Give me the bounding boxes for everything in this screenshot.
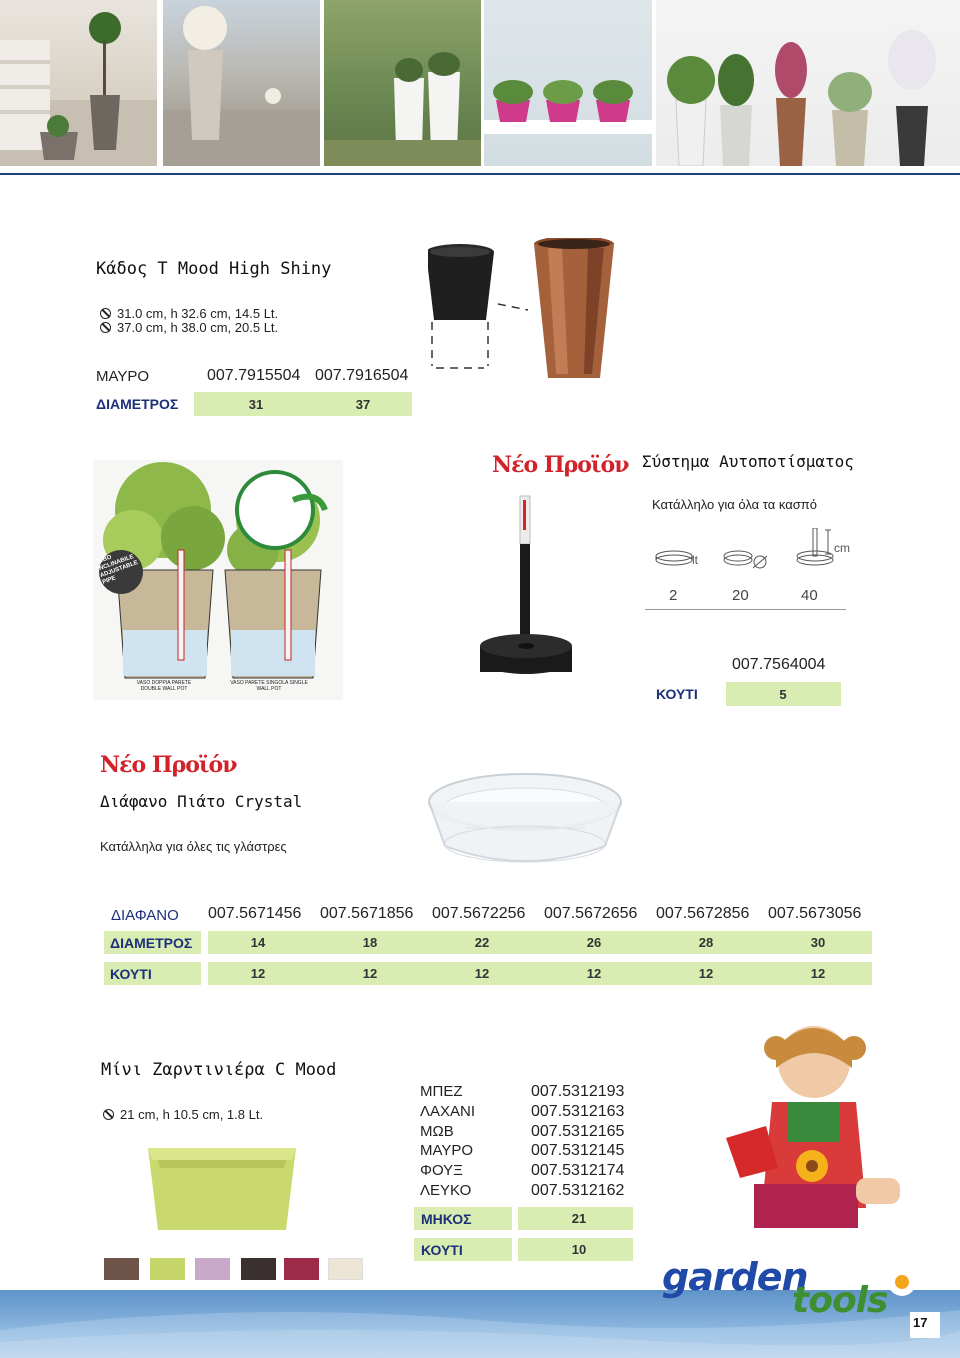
header-photo-living-room — [0, 0, 157, 166]
product4-color-name-2: ΛΑΧΑΝΙ — [420, 1102, 476, 1120]
product4-code-3: 007.5312165 — [531, 1122, 625, 1140]
product4-spec — [103, 1107, 263, 1122]
swatch-6 — [328, 1258, 363, 1280]
product2-diagram-image — [93, 460, 343, 700]
product4-planter-image — [140, 1138, 300, 1238]
diameter-icon — [100, 322, 111, 333]
swatch-4 — [241, 1258, 276, 1280]
product4-color-name-6: ΛΕΥΚΟ — [420, 1181, 472, 1199]
product3-code-4: 007.5672656 — [544, 905, 638, 922]
product4-box-value: 10 — [571, 1242, 587, 1257]
product3-diameter-4: 26 — [586, 935, 602, 950]
product3-box-5: 12 — [698, 966, 714, 981]
product3-subtitle: Κατάλληλα για όλες τις γλάστρες — [100, 839, 287, 854]
product3-box-4: 12 — [586, 966, 602, 981]
product3-code-5: 007.5672856 — [656, 905, 750, 922]
product4-title: Μίνι Ζαρντινιέρα C Mood — [101, 1060, 337, 1080]
product1-spec-1-text: 31.0 cm, h 32.6 cm, 14.5 Lt. — [117, 306, 279, 321]
product4-length-value: 21 — [571, 1211, 587, 1226]
product4-code-2: 007.5312163 — [531, 1102, 625, 1120]
product4-color-names — [420, 1082, 475, 1201]
product2-box-value: 5 — [779, 687, 787, 702]
product3-code-2: 007.5671856 — [320, 905, 414, 922]
product2-value-1: 2 — [669, 587, 678, 604]
product1-spec-2-text: 37.0 cm, h 38.0 cm, 20.5 Lt. — [117, 320, 279, 335]
product4-child-photo — [706, 1018, 906, 1238]
product2-diagram-single-label: VASO PARETE SINGOLA SINGLE WALL POT — [230, 680, 308, 692]
product3-box-label: ΚΟΥΤΙ — [110, 966, 152, 982]
section-rule — [0, 173, 960, 175]
product3-new-badge: Νέο Προϊόν — [100, 752, 237, 778]
header-photo-assorted-pots — [656, 0, 960, 166]
header-photo-white-cactus — [163, 0, 320, 166]
product4-spec-text: 21 cm, h 10.5 cm, 1.8 Lt. — [120, 1107, 264, 1122]
product3-diameter-1: 14 — [250, 935, 266, 950]
product2-subtitle: Κατάλληλο για όλα τα κασπό — [652, 497, 817, 512]
product3-saucer-image — [425, 768, 625, 878]
product4-code-5: 007.5312174 — [531, 1162, 625, 1180]
product1-pot-image — [428, 238, 628, 388]
product4-swatches — [104, 1258, 366, 1282]
product2-box-label: ΚΟΥΤΙ — [656, 686, 698, 702]
product4-color-codes — [531, 1082, 624, 1201]
product3-title: Διάφανο Πιάτο Crystal — [100, 792, 303, 811]
swatch-1 — [104, 1258, 139, 1280]
product2-spec-icons — [650, 528, 860, 570]
product3-code-1: 007.5671456 — [208, 905, 302, 922]
footer-logo-flower-icon — [882, 1262, 922, 1302]
product3-diameter-label: ΔΙΑΜΕΤΡΟΣ — [110, 935, 193, 951]
product3-box-3: 12 — [474, 966, 490, 981]
product2-diagram-pipe-label: TUBO INCLINABILE ADJUSTABLE PIPE — [94, 553, 139, 586]
product1-diameter-2: 37 — [355, 397, 371, 412]
swatch-3 — [195, 1258, 230, 1280]
product1-title: Κάδος T Mood High Shiny — [96, 259, 332, 279]
page-number: 17 — [913, 1315, 928, 1330]
product3-box-6: 12 — [810, 966, 826, 981]
product3-code-3: 007.5672256 — [432, 905, 526, 922]
footer-logo-tools: tools — [792, 1280, 888, 1321]
product3-diameter-3: 22 — [474, 935, 490, 950]
diameter-icon — [103, 1109, 114, 1120]
product2-unit-lt: lt — [692, 553, 698, 567]
product4-color-name-5: ΦΟΥΞ — [420, 1162, 463, 1180]
product2-divider — [645, 609, 846, 610]
product4-color-name-3: ΜΩΒ — [420, 1122, 454, 1140]
header-photo-cactus-pots — [324, 0, 481, 166]
product2-unit-cm: cm — [834, 541, 850, 555]
product3-box-1: 12 — [250, 966, 266, 981]
product2-device-image — [476, 490, 576, 695]
product3-code-6: 007.5673056 — [768, 905, 862, 922]
product2-value-3: 40 — [801, 587, 818, 604]
product2-diagram-double-label: VASO DOPPIA PARETE DOUBLE WALL POT — [136, 680, 192, 692]
product3-box-bar — [208, 962, 872, 985]
product3-diameter-bar — [208, 931, 872, 954]
product4-color-name-1: ΜΠΕΖ — [420, 1083, 463, 1100]
product3-diameter-6: 30 — [810, 935, 826, 950]
swatch-2 — [150, 1258, 185, 1280]
product4-code-1: 007.5312193 — [531, 1083, 625, 1100]
product1-code-1: 007.7915504 — [207, 367, 301, 384]
product1-diameter-label: ΔΙΑΜΕΤΡΟΣ — [96, 396, 179, 412]
product4-box-label: ΚΟΥΤΙ — [421, 1242, 463, 1258]
product2-new-badge: Νέο Προϊόν — [492, 452, 629, 478]
product4-code-4: 007.5312145 — [531, 1142, 625, 1160]
swatch-5 — [284, 1258, 319, 1280]
product3-diameter-5: 28 — [698, 935, 714, 950]
product2-title: Σύστημα Αυτοποτίσματος — [642, 452, 854, 471]
footer-logo-garden: garden — [662, 1255, 808, 1299]
product4-length-label: ΜΗΚΟΣ — [421, 1211, 472, 1227]
product1-code-2: 007.7916504 — [315, 367, 409, 384]
product2-code: 007.7564004 — [732, 656, 826, 673]
diameter-icon — [100, 308, 111, 319]
product3-box-2: 12 — [362, 966, 378, 981]
header-photo-pink-wall-pots — [484, 0, 652, 166]
product1-spec-2 — [100, 320, 278, 335]
product1-spec-1 — [100, 306, 278, 321]
product4-code-6: 007.5312162 — [531, 1181, 625, 1199]
product3-diameter-2: 18 — [362, 935, 378, 950]
product3-color-label: ΔΙΑΦΑΝΟ — [111, 907, 179, 924]
product2-value-2: 20 — [732, 587, 749, 604]
product1-diameter-1: 31 — [248, 397, 264, 412]
product4-color-name-4: ΜΑΥΡΟ — [420, 1142, 474, 1160]
product1-color-label: ΜΑΥΡΟ — [96, 368, 150, 385]
